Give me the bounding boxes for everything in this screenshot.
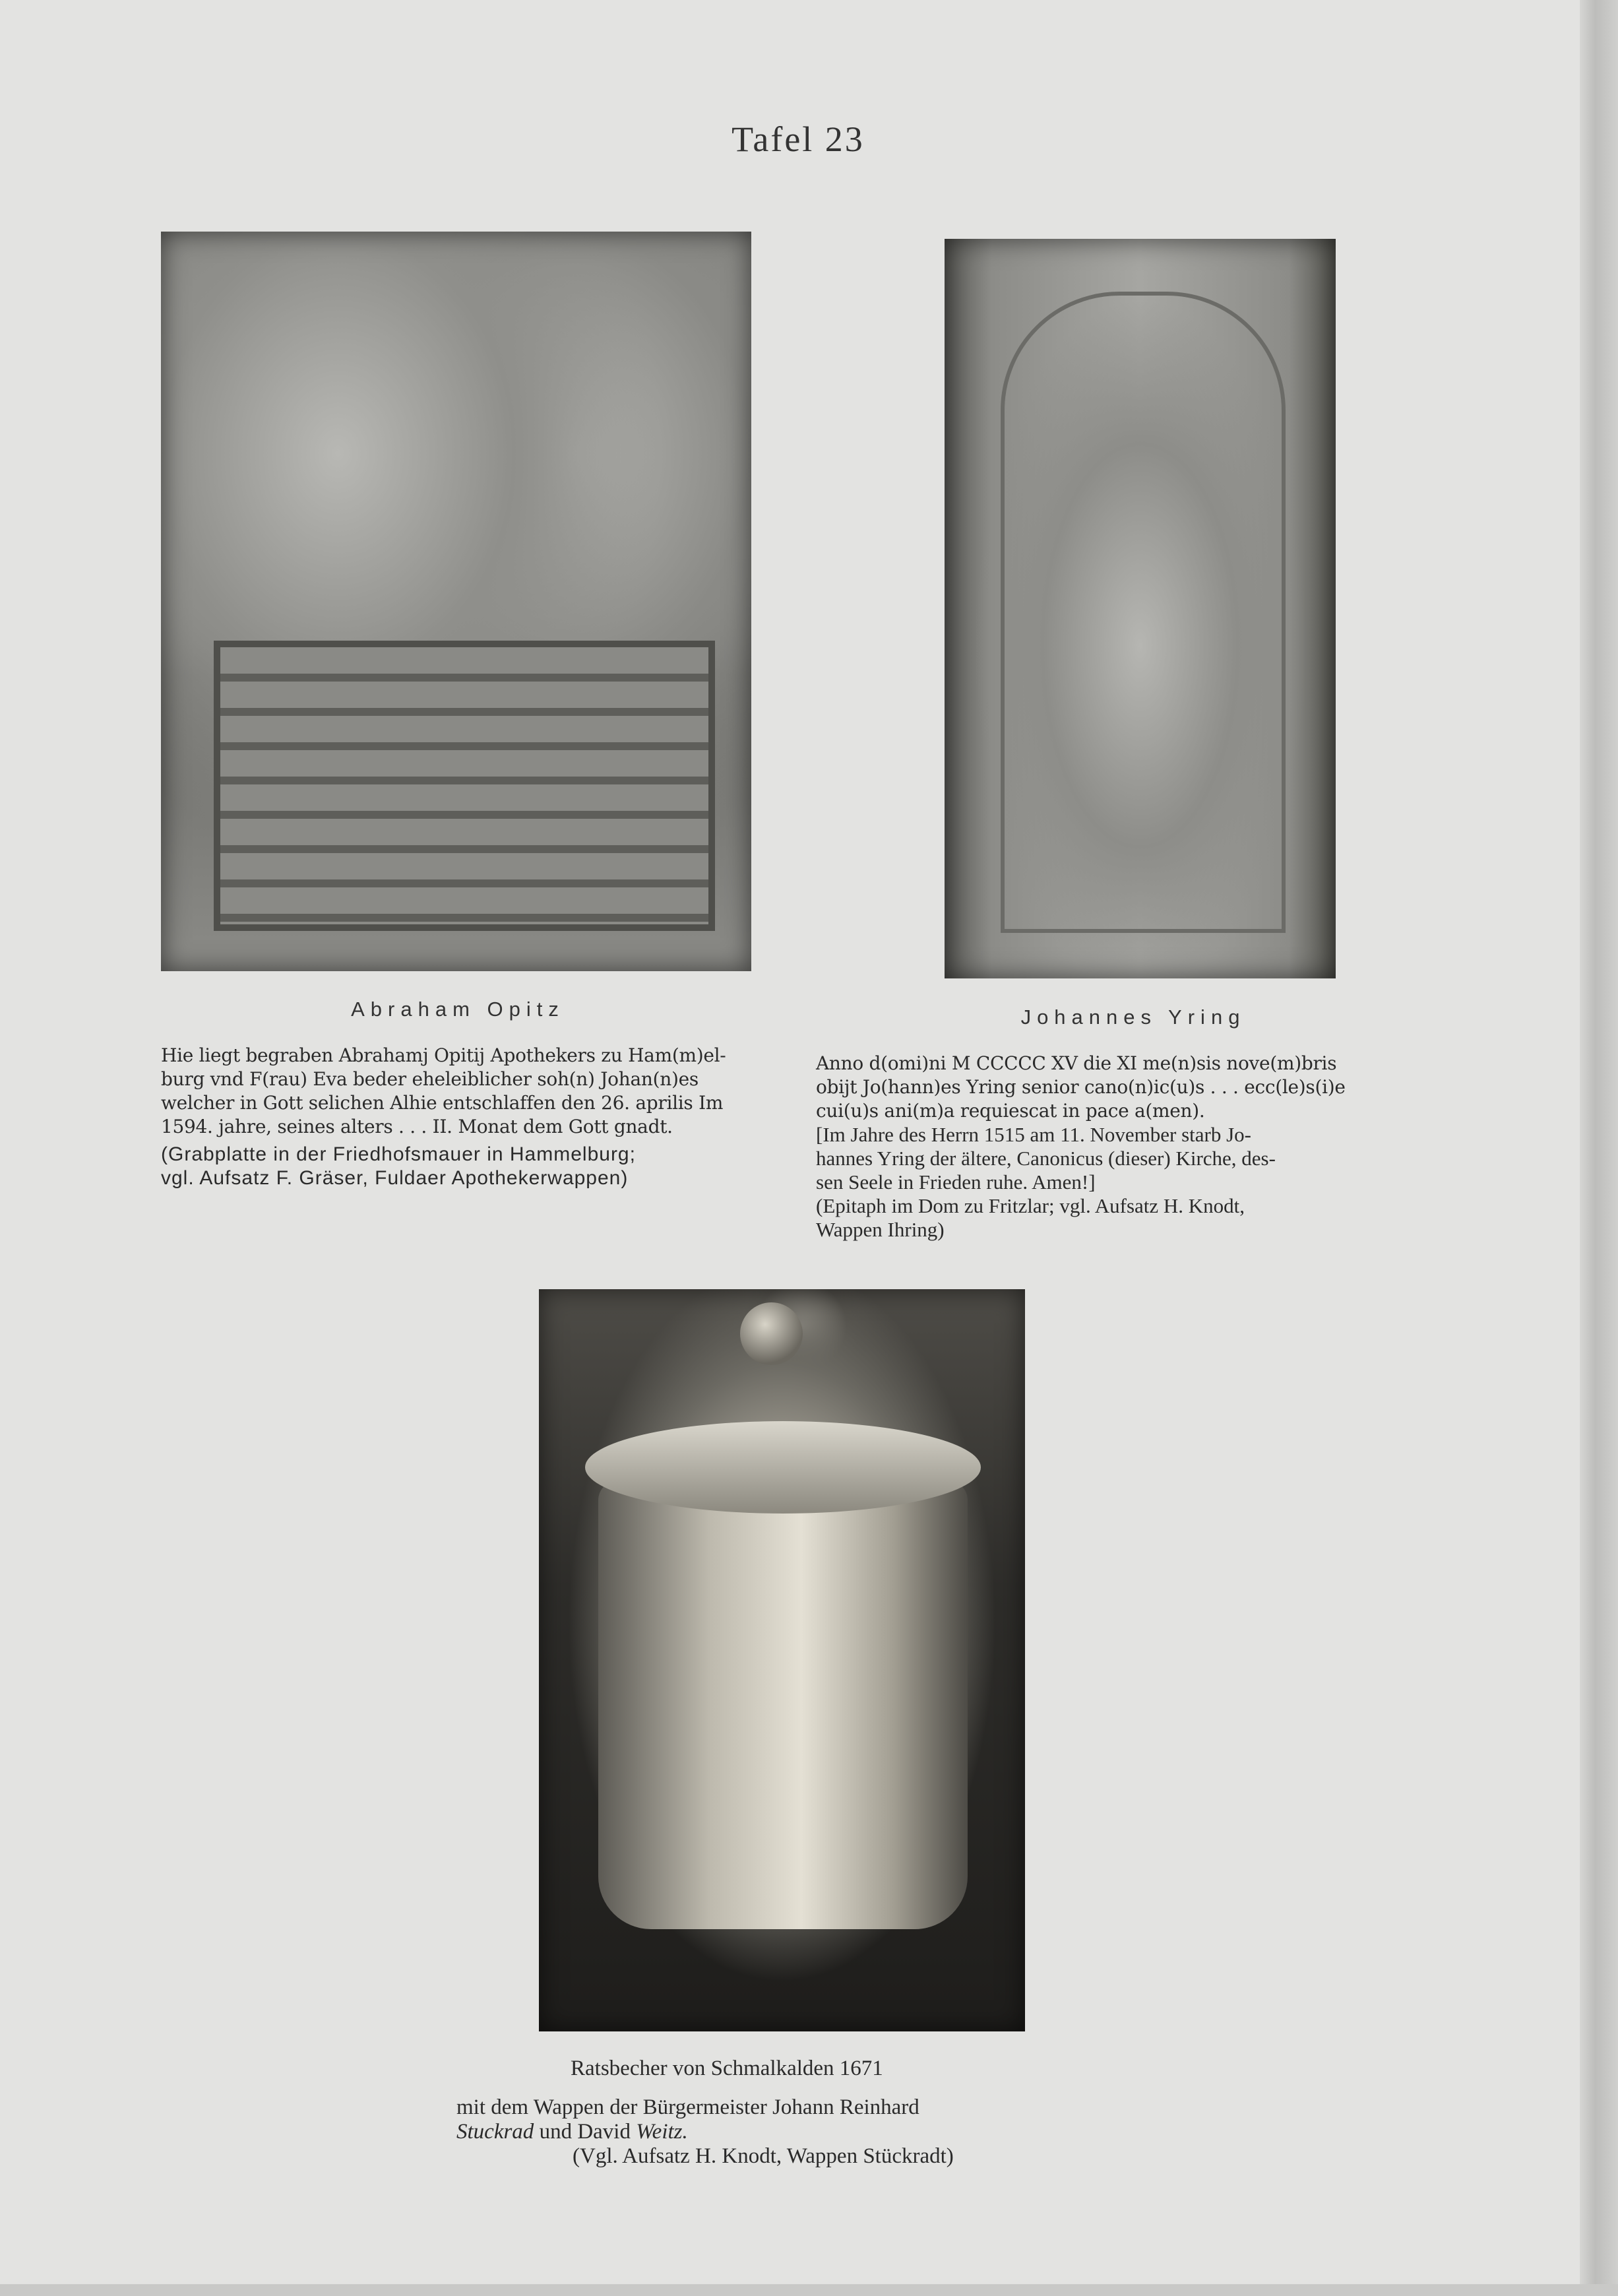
note-line: (Epitaph im Dom zu Fritzlar; vgl. Aufsatz H. Knodt,	[816, 1194, 1245, 1217]
inscription-line: Anno d(omi)ni M CCCCC XV die XI me(n)sis nove(m)bris	[816, 1052, 1337, 1074]
caption-yring	[816, 1052, 1449, 1242]
page-edge-shadow	[1580, 0, 1618, 2296]
inscription-line: Hie liegt begraben Abrahamj Opitij Apothekers zu Ham(m)el-	[161, 1044, 726, 1066]
translation-line: sen Seele in Frieden ruhe. Amen!]	[816, 1170, 1096, 1194]
inscription-line: cui(u)s ani(m)a requiescat in pace a(men).	[816, 1100, 1205, 1122]
caption-text: und David	[534, 2120, 637, 2144]
cup-knob	[740, 1302, 803, 1365]
photo-grabplatte-opitz	[161, 232, 751, 971]
inscription-plaque	[214, 641, 715, 931]
photo-ratsbecher	[539, 1289, 1025, 2031]
inscription-line: 1594. jahre, seines alters . . . II. Monat dem Gott gnadt.	[161, 1116, 673, 1137]
caption-opitz	[161, 1044, 753, 1190]
caption-note: (Vgl. Aufsatz H. Knodt, Wappen Stückradt)	[573, 2144, 954, 2168]
caption-line: mit dem Wappen der Bürgermeister Johann Reinhard	[456, 2095, 919, 2119]
note-line: vgl. Aufsatz F. Gräser, Fuldaer Apothekerwappen)	[161, 1167, 629, 1189]
inscription-line: obijt Jo(hann)es Yring senior cano(n)ic(u)s . . . ecc(le)s(i)e	[816, 1076, 1346, 1098]
name-weitz: Weitz.	[636, 2120, 688, 2144]
inscription-line: burg vnd F(rau) Eva beder eheleiblicher soh(n) Johan(n)es	[161, 1068, 699, 1090]
note-line: (Grabplatte in der Friedhofsmauer in Hammelburg;	[161, 1143, 636, 1165]
photo-epitaph-yring	[945, 239, 1336, 978]
translation-line: hannes Yring der ältere, Canonicus (dieser) Kirche, des-	[816, 1147, 1276, 1170]
inscription-line: welcher in Gott selichen Alhie entschlaffen den 26. aprilis Im	[161, 1092, 724, 1114]
caption-ratsbecher	[449, 2057, 1108, 2169]
note-line: Wappen Ihring)	[816, 1218, 945, 1241]
cup-body	[598, 1481, 968, 1929]
page-bottom-edge	[0, 2284, 1618, 2296]
plate-title: Tafel 23	[731, 119, 865, 159]
name-stuckrad: Stuckrad	[456, 2120, 534, 2144]
caption-line	[449, 2120, 1108, 2144]
caption-title-ratsbecher: Ratsbecher von Schmalkalden 1671	[571, 2057, 883, 2080]
caption-name-yring: Johannes Yring	[1020, 1005, 1246, 1029]
translation-line: [Im Jahre des Herrn 1515 am 11. November starb Jo-	[816, 1123, 1251, 1146]
caption-name-opitz: Abraham Opitz	[351, 998, 565, 1021]
cup-lid	[585, 1421, 981, 1514]
epitaph-arch	[1001, 292, 1286, 933]
